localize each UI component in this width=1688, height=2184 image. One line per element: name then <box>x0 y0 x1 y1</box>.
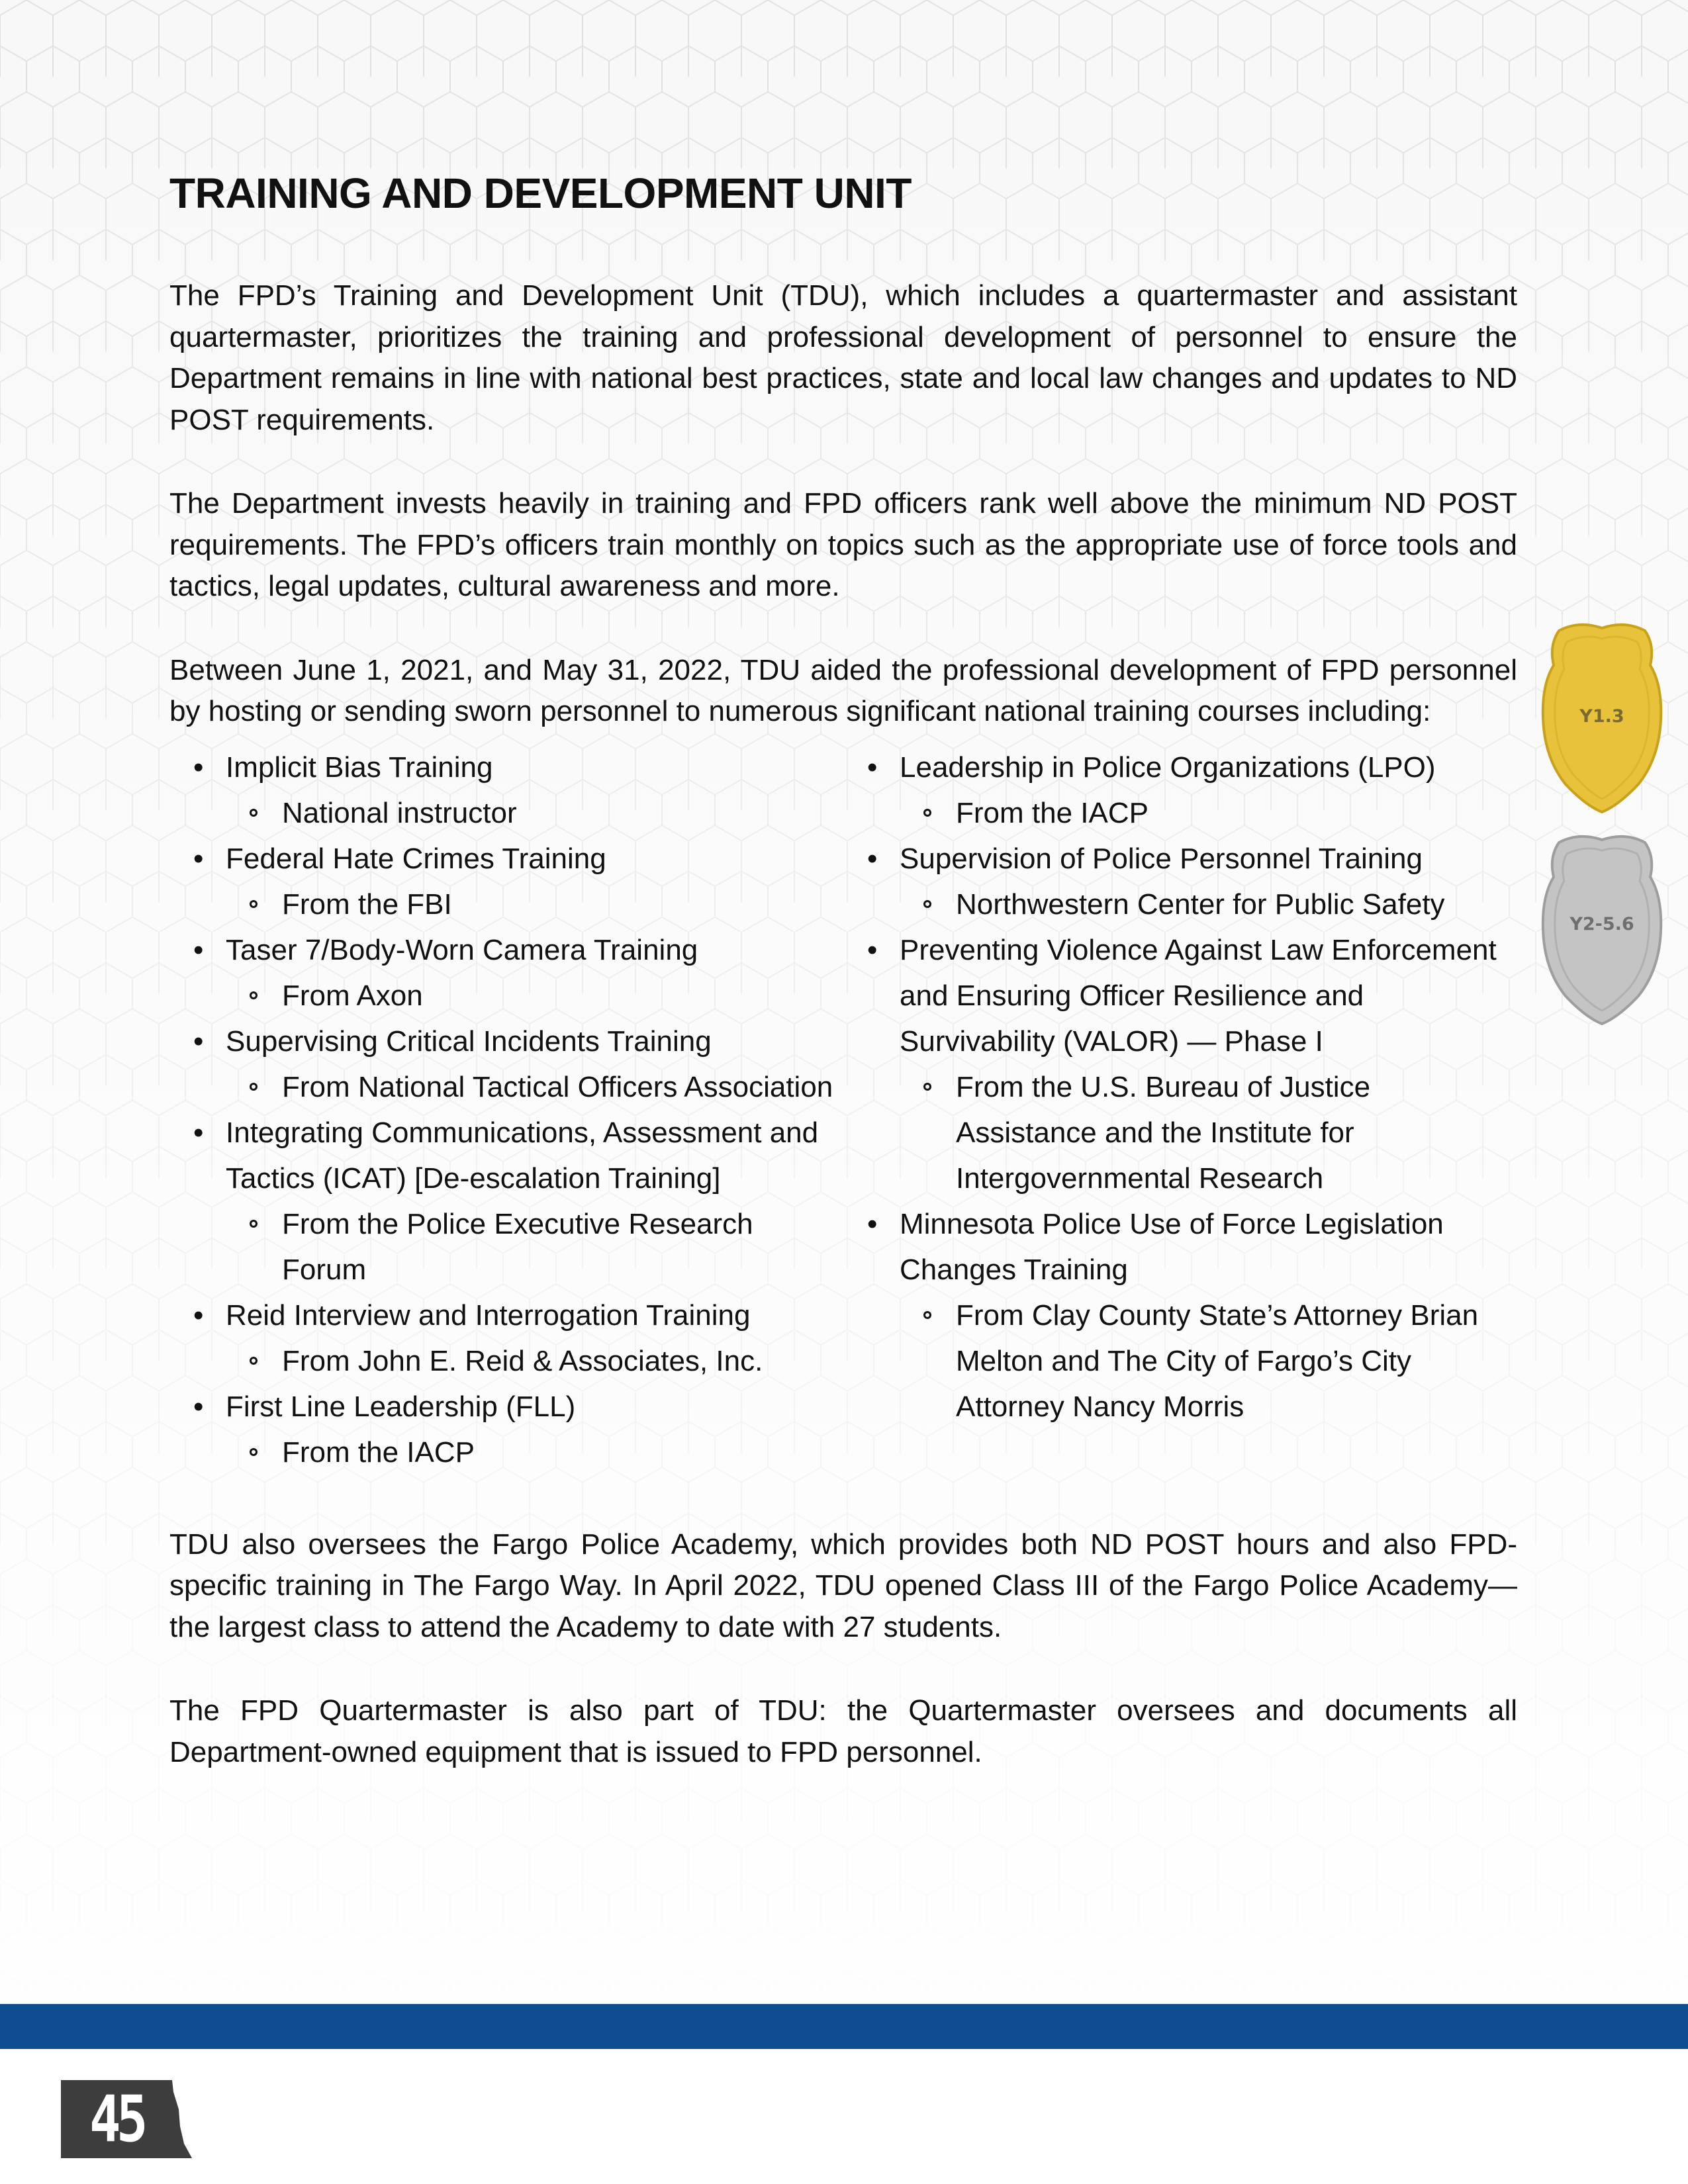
course-item <box>169 1110 843 1293</box>
course-title: • Taser 7/Body-Worn Camera Training <box>169 927 843 973</box>
course-title: • Integrating Communications, Assessment and Tactics (ICAT) [De-escalation Training] <box>169 1110 843 1201</box>
course-title: • Reid Interview and Interrogation Training <box>169 1293 843 1338</box>
course-item <box>843 836 1517 927</box>
course-detail: From the U.S. Bureau of Justice Assistance and the Institute for Intergovernmental Research <box>843 1064 1517 1201</box>
course-detail: From the Police Executive Research Forum <box>169 1201 843 1293</box>
course-detail: From Clay County State’s Attorney Brian Melton and The City of Fargo’s City Attorney Nancy Morris <box>843 1293 1517 1430</box>
course-item <box>843 927 1517 1201</box>
courses-right-column <box>843 745 1517 1475</box>
course-title: • Leadership in Police Organizations (LPO) <box>843 745 1517 790</box>
course-item <box>169 745 843 836</box>
quartermaster-paragraph: The FPD Quartermaster is also part of TDU: the Quartermaster oversees and documents all Department-owned equipment that is issued to FPD personnel. <box>169 1694 1517 1768</box>
course-item <box>169 1293 843 1384</box>
course-item <box>169 1019 843 1110</box>
course-title: • First Line Leadership (FLL) <box>169 1384 843 1430</box>
course-item <box>169 927 843 1019</box>
gold-badge-tab[interactable] <box>1539 619 1665 817</box>
course-detail: From the IACP <box>843 790 1517 836</box>
investment-paragraph: The Department invests heavily in training and FPD officers rank well above the minimum ND POST requirements. The FPD’s officers train monthly on topics such as the appropriate use of force tools and tactics, legal updates, cultural awareness and more. <box>169 487 1517 602</box>
footer-bar <box>0 2004 1688 2049</box>
course-item <box>843 1201 1517 1430</box>
course-detail: From the FBI <box>169 882 843 927</box>
course-detail: From National Tactical Officers Association <box>169 1064 843 1110</box>
silver-badge-tab[interactable] <box>1539 831 1665 1029</box>
course-detail: National instructor <box>169 790 843 836</box>
training-courses-lists <box>169 745 1517 1475</box>
footer-area <box>0 2049 1688 2184</box>
courses-intro-paragraph: Between June 1, 2021, and May 31, 2022, TDU aided the professional development of FPD personnel by hosting or sending sworn personnel to numerous significant national training courses including: <box>169 653 1517 727</box>
academy-paragraph: TDU also oversees the Fargo Police Academy, which provides both ND POST hours and also FPD-specific training in The Fargo Way. In April 2022, TDU opened Class III of the Fargo Police Academy—the largest class to attend the Academy to date with 27 students. <box>169 1527 1517 1643</box>
course-detail: Northwestern Center for Public Safety <box>843 882 1517 927</box>
badge-label: Y1.3 <box>1579 706 1624 727</box>
course-title: • Implicit Bias Training <box>169 745 843 790</box>
courses-left-column <box>169 745 843 1475</box>
course-item <box>843 745 1517 836</box>
page-title: TRAINING AND DEVELOPMENT UNIT <box>169 169 912 217</box>
course-title: • Supervision of Police Personnel Training <box>843 836 1517 882</box>
course-item <box>169 1384 843 1475</box>
course-title: • Supervising Critical Incidents Training <box>169 1019 843 1064</box>
course-title: • Minnesota Police Use of Force Legislation Changes Training <box>843 1201 1517 1293</box>
badge-label: Y2-5.6 <box>1570 914 1634 934</box>
course-detail: From Axon <box>169 973 843 1019</box>
intro-paragraph: The FPD’s Training and Development Unit (TDU), which includes a quartermaster and assistant quartermaster, prioritizes the training and professional development of personnel to ensure the Department remains in line with national best practices, state and local law changes and updates to ND POST requirements. <box>169 279 1517 436</box>
page-content <box>169 165 1517 1773</box>
course-title: • Preventing Violence Against Law Enforcement and Ensuring Officer Resilience and Survivability (VALOR) — Phase I <box>843 927 1517 1064</box>
page-number-badge <box>61 2080 193 2158</box>
course-detail: From John E. Reid & Associates, Inc. <box>169 1338 843 1384</box>
page-number: 45 <box>89 2082 144 2156</box>
course-title: • Federal Hate Crimes Training <box>169 836 843 882</box>
course-item <box>169 836 843 927</box>
course-detail: From the IACP <box>169 1430 843 1475</box>
